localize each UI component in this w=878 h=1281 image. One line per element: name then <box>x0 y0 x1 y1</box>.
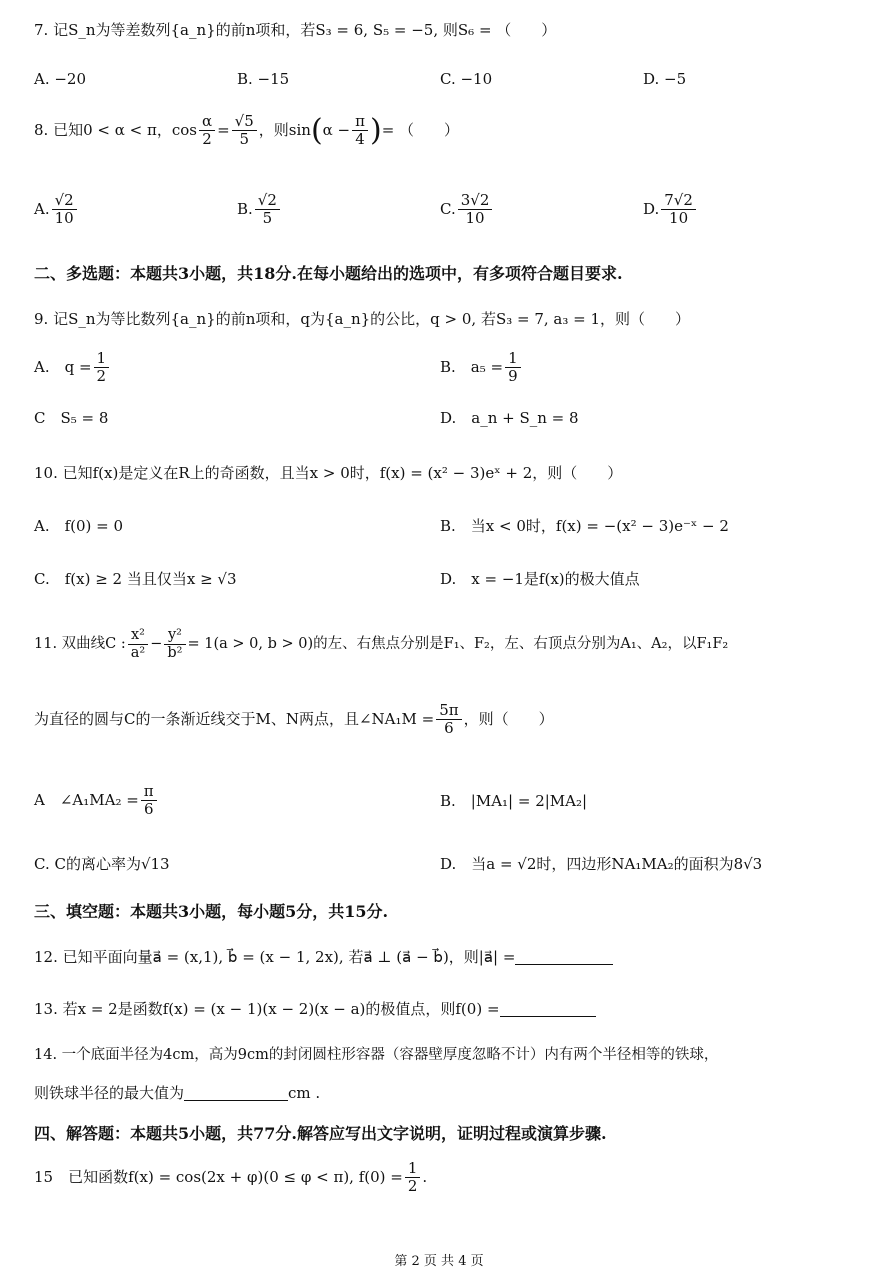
q8-c-frac <box>458 192 493 228</box>
q7-option-d: D. −5 <box>643 70 687 88</box>
q9-b-frac <box>505 350 521 386</box>
q13-text: 13. 若x = 2是函数f(x) = (x − 1)(x − 2)(x − a)的极值点，则f(0) = <box>34 1000 500 1018</box>
q8-b-frac <box>255 192 280 228</box>
q9-option-b <box>440 350 523 386</box>
q8-value <box>232 113 257 149</box>
q11-stem-line1 <box>34 627 728 661</box>
q14-pre: 则铁球半径的最大值为 <box>34 1084 185 1102</box>
q8-c-num: 3√2 <box>458 192 493 210</box>
q15-frac <box>405 1160 421 1196</box>
q8-option-b <box>237 192 282 228</box>
q11-stem-line2 <box>34 702 554 738</box>
q11-a-num: π <box>141 783 157 801</box>
q11-frac-x-num: x² <box>128 627 148 645</box>
q11-angle-num: 5π <box>436 702 461 720</box>
q11-frac-y-num: y² <box>164 627 185 645</box>
q8-b-den: 5 <box>262 209 273 228</box>
q8-cos-den: 2 <box>202 130 212 149</box>
q8-arg-frac <box>352 113 368 149</box>
q11-angle-frac <box>436 702 461 738</box>
q12 <box>34 950 613 965</box>
q8-cos-num: α <box>199 113 215 131</box>
q8-a-den: 10 <box>54 209 74 228</box>
q8-a-frac <box>52 192 77 228</box>
q8-d-label: D. <box>643 199 660 218</box>
q11-option-d: D. 当a = √2时，四边形NA₁MA₂的面积为8√3 <box>440 855 763 873</box>
q14-line2 <box>34 1086 320 1101</box>
q9-b-num: 1 <box>505 350 521 368</box>
q8-c-label: C. <box>440 199 456 218</box>
q8-stem <box>34 113 459 149</box>
q8-eq: = <box>217 120 230 139</box>
q12-answer-blank[interactable] <box>515 950 613 965</box>
q9-b-den: 9 <box>508 367 518 386</box>
q8-option-a <box>34 192 79 228</box>
q8-a-label: A. <box>34 199 50 218</box>
q12-text: 12. 已知平面向量a⃗ = (x,1), b⃗ = (x − 1, 2x), 若a⃗ ⊥ (a⃗ − b⃗)，则|a⃗| = <box>34 948 516 966</box>
q8-arg-num: π <box>352 113 368 131</box>
section-2-heading: 二、多选题：本题共3小题，共18分.在每小题给出的选项中，有多项符合题目要求. <box>34 264 623 283</box>
q8-value-num: √5 <box>232 113 257 131</box>
q9-a-pre: A. q = <box>34 357 92 376</box>
q10-option-c: C. f(x) ≥ 2 当且仅当x ≥ √3 <box>34 570 237 588</box>
q8-b-label: B. <box>237 199 253 218</box>
q11-post: = 1(a > 0, b > 0)的左、右焦点分别是F₁、F₂，左、右顶点分别为A₁、A₂，以F₁F₂ <box>187 636 729 653</box>
page-footer: 第 2 页 共 4 页 <box>394 1254 484 1269</box>
q11-pre: 11. 双曲线C : <box>34 636 126 653</box>
q7-stem: 7. 记S_n为等差数列{a_n}的前n项和，若S₃ = 6, S₅ = −5, 则S₆ = （ ） <box>34 21 557 39</box>
q11-frac-y-den: b² <box>167 644 183 661</box>
q15-num: 1 <box>405 1160 421 1178</box>
q9-stem: 9. 记S_n为等比数列{a_n}的前n项和，q为{a_n}的公比，q > 0, 若S₃ = 7, a₃ = 1，则（ ） <box>34 310 691 328</box>
q9-a-den: 2 <box>96 367 107 386</box>
q8-a-num: √2 <box>52 192 77 210</box>
q8-d-den: 10 <box>669 209 689 228</box>
q11-angle-den: 6 <box>444 719 454 738</box>
q8-d-frac <box>661 192 696 228</box>
q11-a-den: 6 <box>143 800 154 819</box>
q10-option-a: A. f(0) = 0 <box>34 517 124 535</box>
q9-option-d: D. a_n + S_n = 8 <box>440 409 579 427</box>
q13-answer-blank[interactable] <box>500 1002 596 1017</box>
q8-b-num: √2 <box>255 192 280 210</box>
q8-arg-den: 4 <box>355 130 365 149</box>
q11-a-frac <box>141 783 157 819</box>
q11-line2-post: ，则（ ） <box>463 709 554 728</box>
q7-option-b: B. −15 <box>237 70 290 88</box>
q8-rparen: ) <box>369 112 382 148</box>
q9-b-pre: B. a₅ = <box>440 357 504 376</box>
q15-post: . <box>422 1167 428 1186</box>
q14-answer-blank[interactable] <box>184 1086 288 1101</box>
q9-option-c: C S₅ = 8 <box>34 409 109 427</box>
q11-minus: − <box>150 636 163 653</box>
q15-stem <box>34 1160 427 1196</box>
q13 <box>34 1002 596 1017</box>
q8-lparen: ( <box>310 112 323 148</box>
q8-value-den: 5 <box>239 130 249 149</box>
q9-option-a <box>34 350 111 386</box>
q8-option-c <box>440 192 494 228</box>
q8-option-d <box>643 192 698 228</box>
q11-frac-x-den: a² <box>130 644 146 661</box>
q9-a-frac <box>94 350 110 386</box>
q8-then: ，则sin <box>258 120 311 139</box>
q10-option-d: D. x = −1是f(x)的极大值点 <box>440 570 640 588</box>
q11-option-a <box>34 783 159 819</box>
q11-frac-x <box>128 627 148 661</box>
q8-stem-pre: 8. 已知0 < α < π，cos <box>34 120 197 139</box>
q11-a-pre: A ∠A₁MA₂ = <box>34 790 139 809</box>
section-3-heading: 三、填空题：本题共3小题，每小题5分，共15分. <box>34 902 389 921</box>
q10-option-b: B. 当x < 0时，f(x) = −(x² − 3)e⁻ˣ − 2 <box>440 517 729 535</box>
q14-unit: cm . <box>288 1084 321 1102</box>
q15-pre: 15 已知函数f(x) = cos(2x + φ)(0 ≤ φ < π), f(0) = <box>34 1167 403 1186</box>
q8-d-num: 7√2 <box>661 192 696 210</box>
q11-line2-pre: 为直径的圆与C的一条渐近线交于M、N两点，且∠NA₁M = <box>34 709 435 728</box>
q11-option-c: C. C的离心率为√13 <box>34 855 170 873</box>
q8-stem-post: = （ ） <box>381 120 460 139</box>
q14-line1: 14. 一个底面半径为4cm，高为9cm的封闭圆柱形容器（容器壁厚度忽略不计）内有两个半径相等的铁球， <box>34 1047 719 1063</box>
q8-c-den: 10 <box>465 209 485 228</box>
section-4-heading: 四、解答题：本题共5小题，共77分.解答应写出文字说明，证明过程或演算步骤. <box>34 1124 607 1143</box>
q9-a-num: 1 <box>94 350 110 368</box>
q8-cos-arg <box>199 113 215 149</box>
q8-arg-pre: α − <box>322 120 351 139</box>
q7-option-c: C. −10 <box>440 70 493 88</box>
q11-option-b: B. |MA₁| = 2|MA₂| <box>440 792 588 810</box>
q7-option-a: A. −20 <box>34 70 87 88</box>
q15-den: 2 <box>407 1177 418 1196</box>
q11-frac-y <box>164 627 185 661</box>
q10-stem: 10. 已知f(x)是定义在R上的奇函数，且当x > 0时，f(x) = (x² − 3)eˣ + 2，则（ ） <box>34 464 623 482</box>
